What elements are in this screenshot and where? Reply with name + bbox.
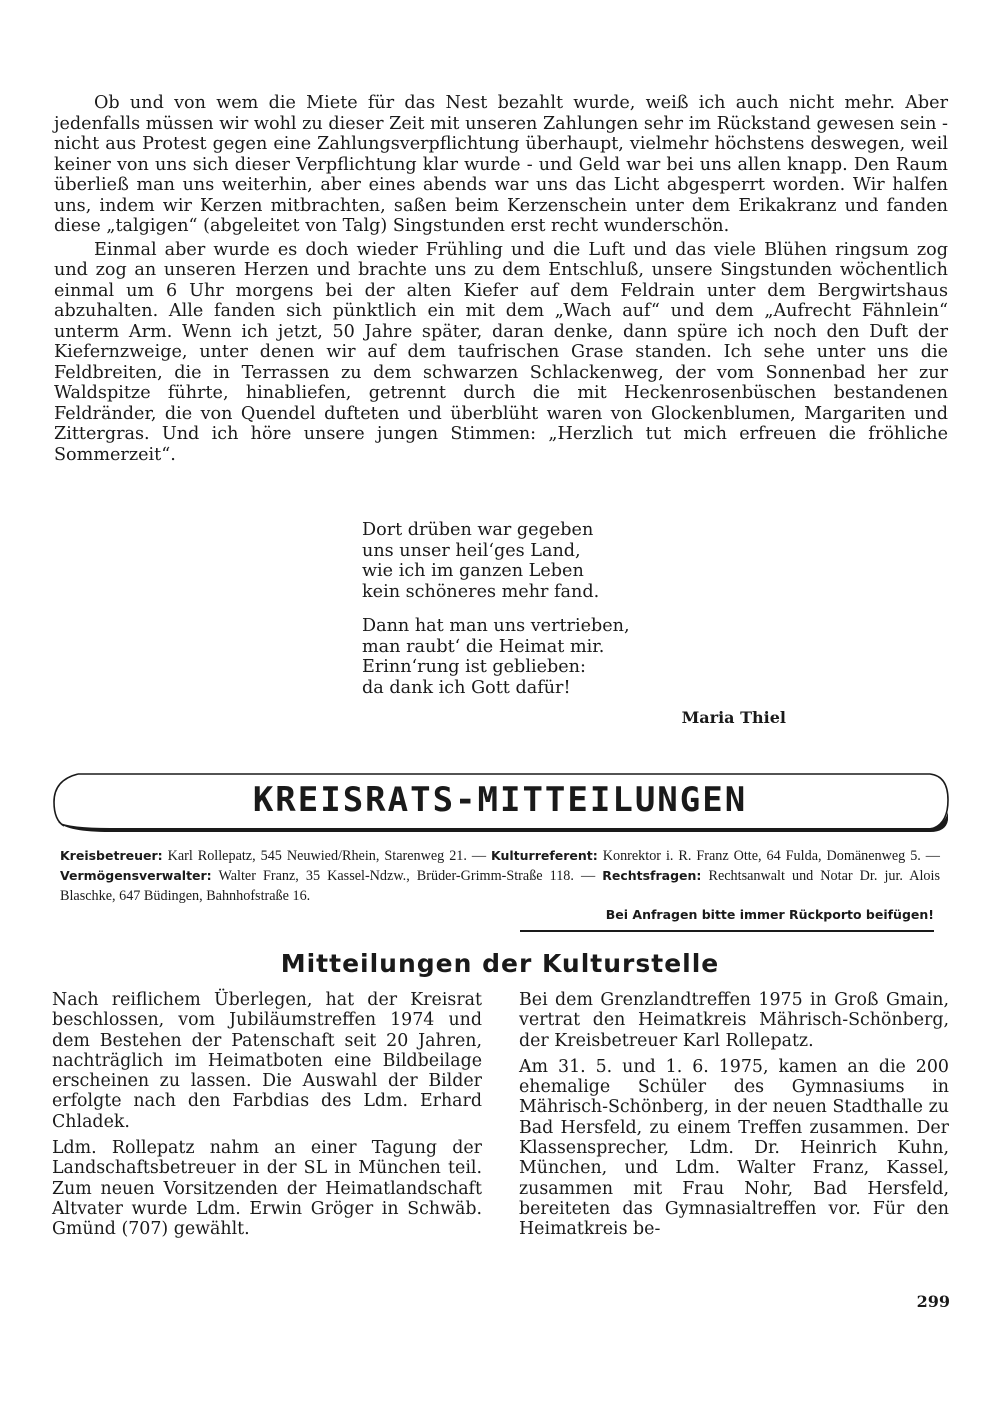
poem-line: kein schöneres mehr fand. [362, 581, 600, 602]
poem-line: wie ich im ganzen Leben [362, 561, 584, 581]
culture-paragraph: Ldm. Rollepatz nahm an einer Tagung der Landschaftsbetreuer in der SL in München teil. Zum neuen Vorsitzenden der Heimatlandschaft Altvater wurde Ldm. Erwin Gröger in Schwäb. Gmünd (707) gewählt. [52, 1138, 482, 1240]
poem-line: Dort drüben war gegeben [362, 520, 594, 540]
culture-paragraph: Nach reiflichem Überlegen, hat der Kreisrat beschlossen, vom Jubiläumstreffen 1974 und dem Bestehen der Patenschaft seit 20 Jahren, nachträglich im Heimatboten eine Bildbeilage erscheinen zu lassen. Die Auswahl der Bilder erfolgte nach den Farbdias des Ldm. Erhard Chladek. [52, 990, 482, 1132]
notice-divider [520, 930, 934, 932]
section-banner [50, 762, 950, 840]
page-number: 299 [916, 1292, 950, 1311]
poem-stanza-2 [362, 616, 762, 698]
culture-paragraph: Bei dem Grenzlandtreffen 1975 in Groß Gmain, vertrat den Heimatkreis Mährisch-Schönberg, der Kreisbetreuer Karl Rollepatz. [519, 990, 949, 1051]
section-heading: Mitteilungen der Kulturstelle [280, 949, 720, 978]
author-signature: Maria Thiel [681, 708, 786, 727]
poem-stanza-1 [362, 520, 762, 602]
officers-list [60, 846, 940, 906]
officer-label: Kulturreferent: [491, 848, 598, 863]
poem-line: Dann hat man uns vertrieben, [362, 616, 630, 636]
poem-line: da dank ich Gott dafür! [362, 677, 571, 698]
poem-line: Erinn‘rung ist geblieben: [362, 657, 586, 677]
officer-details: Rechtsanwalt und Notar Dr. jur. Alois Blaschke, 647 Büdingen, Bahnhofstraße 16. [60, 868, 940, 904]
officer-label: Rechtsfragen: [602, 868, 702, 883]
column-right [519, 990, 949, 1246]
banner-title: KREISRATS-MITTEILUNGEN [252, 780, 748, 820]
officer-label: Vermögensverwalter: [60, 868, 212, 883]
poem-line: man raubt‘ die Heimat mir. [362, 636, 605, 657]
poem [362, 520, 762, 712]
column-left [52, 990, 482, 1246]
officer-details: Konrektor i. R. Franz Otte, 64 Fulda, Domänenweg 5. — [597, 848, 940, 864]
postage-notice: Bei Anfragen bitte immer Rückporto beifügen! [605, 907, 934, 922]
officer-label: Kreisbetreuer: [60, 848, 163, 863]
article-paragraph-2: Einmal aber wurde es doch wieder Frühling und die Luft und das viele Blühen ringsum zog und zog an unseren Herzen und brachte uns zu dem Entschluß, unsere Singstunden wöchentlich einmal um 6 Uhr morgens bei der alten Kiefer auf dem Feldrain unter dem Bergwirtshaus abzuhalten. Alle fanden sich pünktlich ein mit dem „Wach auf“ und dem „Aufrecht Fähnlein“ unterm Arm. Wenn ich jetzt, 50 Jahre später, daran denke, dann spüre ich noch den Duft der Kiefernzweige, unter denen wir auf dem taufrischen Grase standen. Ich sehe unter uns die Feldbreiten, die in Terrassen zu dem schwarzen Schlackenweg, der vom Sonnenbad her zur Waldspitze führte, hinabliefen, getrennt durch die mit Heckenrosenbüschen bestandenen Feldränder, die von Quendel dufteten und überblüht waren von Glockenblumen, Margariten und Zittergras. Und ich höre unsere jungen Stimmen: „Herzlich tut mich erfreuen die fröhliche Sommerzeit“. [54, 239, 948, 465]
article-body [54, 93, 948, 465]
officer-details: Karl Rollepatz, 545 Neuwied/Rhein, Starenweg 21. — [162, 848, 492, 864]
poem-line: uns unser heil‘ges Land, [362, 540, 581, 561]
culture-paragraph: Am 31. 5. und 1. 6. 1975, kamen an die 200 ehemalige Schüler des Gymnasiums in Mährisch-Schönberg, in der neuen Stadthalle zu Bad Hersfeld, zu einem Treffen zusammen. Der Klassensprecher, Ldm. Dr. Heinrich Kuhn, München, und Ldm. Walter Franz, Kassel, zusammen mit Frau Nohr, Bad Hersfeld, bereiteten das Gymnasialtreffen vor. Für den Heimatkreis be- [519, 1056, 949, 1240]
article-paragraph-1: Ob und von wem die Miete für das Nest bezahlt wurde, weiß ich auch nicht mehr. Aber jedenfalls müssen wir wohl zu dieser Zeit mit unseren Zahlungen sehr im Rückstand gewesen sein - nicht aus Protest gegen eine Zahlungsverpflichtung überhaupt, vielmehr höchstens deswegen, weil keiner von uns sich dieser Verpflichtung klar wurde - und Geld war bei uns allen knapp. Den Raum überließ man uns weiterhin, aber eines abends war uns das Licht abgesperrt worden. Wir halfen uns, indem wir Kerzen mitbrachten, saßen beim Kerzenschein unter dem Erikakranz und fanden diese „talgigen“ (abgeleitet von Talg) Singstunden erst recht wunderschön. [54, 93, 948, 236]
officer-details: Walter Franz, 35 Kassel-Ndzw., Brüder-Grimm-Straße 118. — [211, 868, 603, 884]
